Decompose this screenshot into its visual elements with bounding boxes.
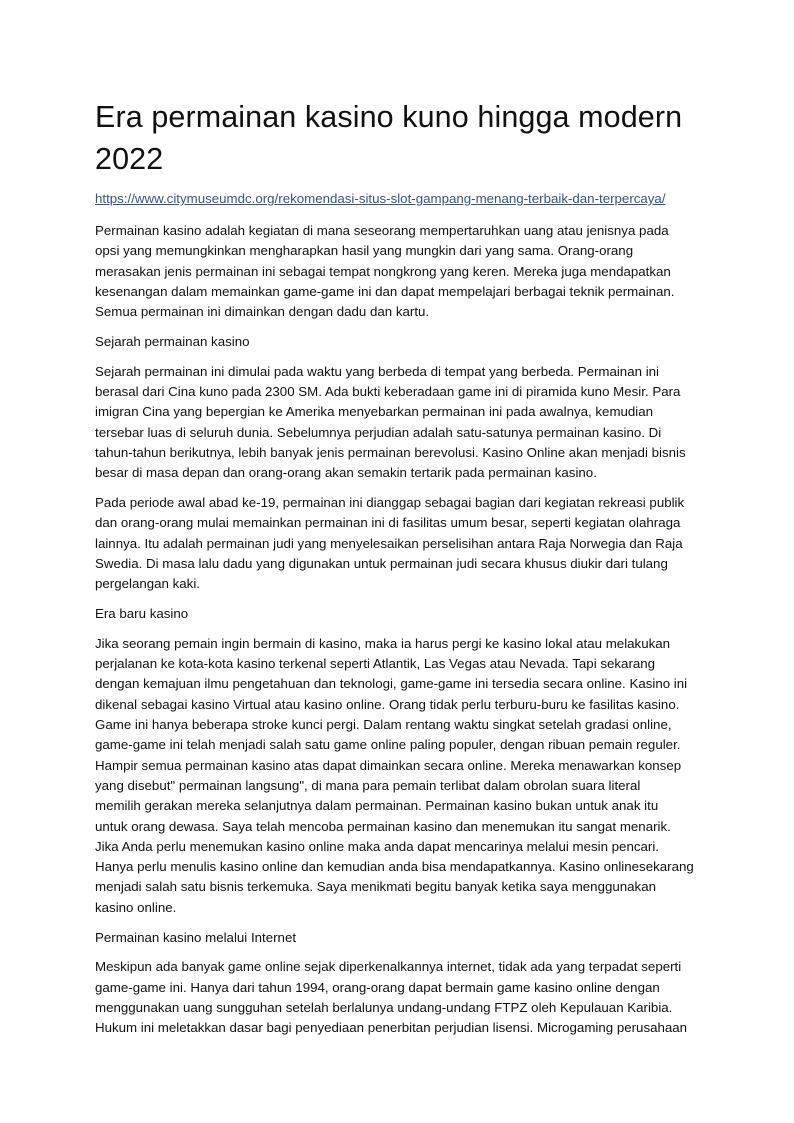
text-line: game-game ini telah menjadi salah satu game online paling populer, dengan ribuan pemain reguler.	[95, 737, 681, 753]
text-line: dikenal sebagai kasino Virtual atau kasino online. Orang tidak perlu terburu-buru ke fasilitas kasino.	[95, 696, 680, 712]
text-line: lainnya. Itu adalah permainan judi yang menyelesaikan perselisihan antara Raja Norwegia dan Raja	[95, 535, 683, 551]
section-heading-internet: Permainan kasino melalui Internet	[95, 929, 297, 945]
text-line: Hukum ini meletakkan dasar bagi penyediaan penerbitan perjudian lisensi. Microgaming perusahaan	[95, 1020, 688, 1036]
text-line: menjadi salah satu bisnis terkemuka. Saya menikmati begitu banyak ketika saya menggunakan	[95, 879, 656, 895]
document-title: Era permainan kasino kuno hingga modern 2022	[95, 100, 683, 176]
text-line: tersebar luas di seluruh dunia. Sebelumnya perjudian adalah satu-satunya permainan kasino. Di	[95, 424, 662, 440]
text-line: imigran Cina yang bepergian ke Amerika menyebarkan permainan ini pada awalnya, kemudian	[95, 404, 654, 420]
text-line: Jika Anda perlu menemukan kasino online maka anda dapat mencarinya melalui mesin pencari.	[95, 838, 659, 854]
text-line: menggunakan uang sungguhan setelah berlalunya undang-undang FTPZ oleh Kepulauan Karibia.	[95, 999, 673, 1015]
text-line: tahun-tahun berikutnya, lebih banyak jenis permainan berevolusi. Kasino Online akan menjadi bisnis	[95, 444, 686, 460]
text-line: memilih gerakan mereka selanjutnya dalam permainan. Permainan kasino bukan untuk anak itu	[95, 798, 659, 814]
text-line: Meskipun ada banyak game online sejak diperkenalkannya internet, tidak ada yang terpadat seperti	[95, 959, 682, 975]
text-line: Permainan kasino adalah kegiatan di mana seseorang mempertaruhkan uang atau jenisnya pada	[95, 223, 669, 238]
text-line: yang disebut" permainan langsung", di mana para pemain terlibat dalam obrolan suara literal	[95, 777, 641, 793]
text-line: Swedia. Di masa lalu dadu yang digunakan untuk permainan judi secara khusus diukir dari tulang	[95, 555, 668, 571]
text-line: Semua permainan ini dimainkan dengan dadu dan kartu.	[95, 304, 430, 320]
text-line: Sejarah permainan ini dimulai pada waktu yang berbeda di tempat yang berbeda. Permainan ini	[95, 363, 659, 379]
text-line: Pada periode awal abad ke-19, permainan ini dianggap sebagai bagian dari kegiatan rekreasi publik	[95, 495, 685, 511]
text-line: untuk orang dewasa. Saya telah mencoba permainan kasino dan menemukan itu sangat menarik.	[95, 818, 671, 834]
text-line: game-game ini. Hanya dari tahun 1994, orang-orang dapat bermain game kasino online dengan	[95, 979, 660, 995]
text-line: perjalanan ke kota-kota kasino terkenal seperti Atlantik, Las Vegas atau Nevada. Tapi sekarang	[95, 656, 656, 672]
section-heading-history: Sejarah permainan kasino	[95, 333, 250, 349]
text-line: besar di masa depan dan orang-orang akan semakin tertarik pada permainan kasino.	[95, 465, 597, 481]
text-line: Jika seorang pemain ingin bermain di kasino, maka ia harus pergi ke kasino lokal atau melakukan	[95, 635, 671, 651]
text-line: pergelangan kaki.	[95, 576, 200, 592]
text-line: Game ini hanya beberapa stroke kunci pergi. Dalam rentang waktu singkat setelah gradasi online,	[95, 717, 672, 733]
text-line: merasakan jenis permainan ini sebagai tempat nongkrong yang keren. Mereka juga mendapatkan	[95, 263, 671, 279]
paragraph-intro	[95, 221, 698, 322]
article-link[interactable]: https://www.citymuseumdc.org/rekomendasi-situs-slot-gampang-menang-terbaik-dan-terpercaya/	[95, 191, 666, 206]
text-line: dengan kemajuan ilmu pengetahuan dan teknologi, game-game ini tersedia secara online. Kasino ini	[95, 676, 688, 692]
text-line: dan orang-orang mulai memainkan permainan ini di fasilitas umum besar, seperti kegiatan olahraga	[95, 515, 681, 531]
paragraph-internet	[95, 957, 698, 1038]
paragraph-new-era	[95, 634, 698, 918]
text-line: opsi yang memungkinkan mengharapkan hasil yang mungkin dari yang sama. Orang-orang	[95, 243, 634, 259]
text-line: kasino online.	[95, 899, 177, 915]
text-line: Hanya perlu menulis kasino online dan kemudian anda bisa mendapatkannya. Kasino onlinesekarang	[95, 859, 694, 875]
paragraph-19th-century	[95, 493, 698, 594]
text-line: kesenangan dalam memainkan game-game ini dan dapat mempelajari berbagai teknik permainan.	[95, 283, 675, 299]
section-heading-new-era: Era baru kasino	[95, 606, 189, 622]
text-line: berasal dari Cina kuno pada 2300 SM. Ada bukti keberadaan game ini di piramida kuno Mesir. Para	[95, 384, 681, 400]
document-page	[95, 96, 698, 1048]
text-line: Hampir semua permainan kasino atas dapat dimainkan secara online. Mereka menawarkan konsep	[95, 757, 682, 773]
paragraph-history	[95, 362, 698, 484]
